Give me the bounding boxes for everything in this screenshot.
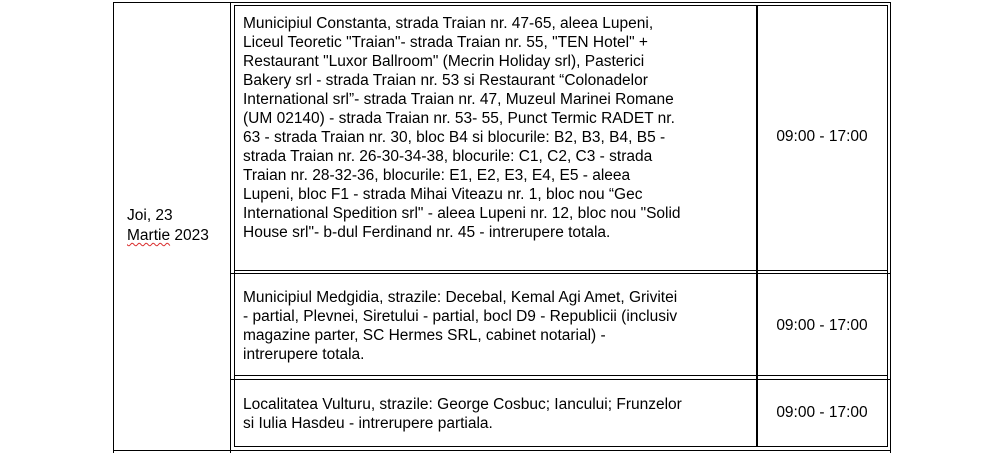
row-1-line: Lupeni, bloc F1 - strada Mihai Viteazu nr. 1, bloc nou “Gec xyxy=(243,186,643,203)
row-1-line: 63 - strada Traian nr. 30, bloc B4 si blocurile: B2, B3, B4, B5 - xyxy=(243,129,666,146)
date-month-year: Martie 2023 xyxy=(127,227,209,244)
row-1-line: strada Traian nr. 26-30-34-38, blocurile: C1, C2, C3 - strada xyxy=(243,148,653,165)
table-bottom-border xyxy=(113,450,230,451)
row-2-line: Municipiul Medgidia, strazile: Decebal, Kemal Agi Amet, Grivitei xyxy=(243,289,678,306)
table-bottom-border-right xyxy=(230,450,890,451)
row-1-bottom-border-2 xyxy=(230,273,890,274)
row-2-line: - partial, Plevnei, Siretului - partial, bocl D9 - Republicii (inclusiv xyxy=(243,308,678,325)
table-right-border-outer xyxy=(890,2,891,453)
table-left-border xyxy=(113,2,114,453)
row-3-bottom-border xyxy=(234,446,888,447)
row-1-line: Restaurant "Luxor Ballroom" (Mecrin Holiday srl), Pasterici xyxy=(243,53,645,70)
row-1-line: House srl"- b-dul Ferdinand nr. 45 - intrerupere totala. xyxy=(243,224,611,241)
date-column-divider-a xyxy=(230,2,231,453)
row-1-bottom-border xyxy=(234,270,888,271)
table-top-border-left xyxy=(113,2,230,3)
row-2-bottom-border-2 xyxy=(230,379,890,380)
row-2-line: magazine parter, SC Hermes SRL, cabinet notarial) - xyxy=(243,327,606,344)
row-1-line: (UM 02140) - strada Traian nr. 53- 55, Punct Termic RADET nr. xyxy=(243,110,675,127)
row-1-line: Municipiul Constanta, strada Traian nr. 47-65, aleea Lupeni, xyxy=(243,15,654,32)
row-3-line: si Iulia Hasdeu - intrerupere partiala. xyxy=(243,415,493,432)
outage-row-1-locations xyxy=(243,14,753,242)
date-month: Martie xyxy=(127,227,171,244)
row-1-line: International srl”- strada Traian nr. 47, Muzeul Marinei Romane xyxy=(243,91,674,108)
table-top-border-right xyxy=(230,2,890,3)
outage-row-1-schedule: 09:00 - 17:00 xyxy=(776,128,868,145)
outage-row-3-schedule: 09:00 - 17:00 xyxy=(776,404,868,421)
table-top-border-inner xyxy=(234,5,887,6)
row-1-line: International Spedition srl" - aleea Lupeni nr. 12, bloc nou "Solid xyxy=(243,205,681,222)
date-day: Joi, 23 xyxy=(127,207,173,224)
row-1-line: Traian nr. 28-32-36, blocurile: E1, E2, E3, E4, E5 - aleea xyxy=(243,167,631,184)
row-3-line: Localitatea Vulturu, strazile: George Cosbuc; Iancului; Frunzelor xyxy=(243,396,682,413)
outage-row-3-locations xyxy=(243,395,753,433)
row-1-line: Liceul Teoretic "Traian"- strada Traian nr. 55, "TEN Hotel" + xyxy=(243,34,648,51)
date-cell xyxy=(127,206,227,246)
row-1-line: Bakery srl - strada Traian nr. 53 si Restaurant “Colonadelor xyxy=(243,72,648,89)
row-2-bottom-border xyxy=(234,375,888,376)
row-2-line: intrerupere totala. xyxy=(243,346,365,363)
outage-row-2-locations xyxy=(243,288,753,364)
outage-row-2-schedule: 09:00 - 17:00 xyxy=(776,317,868,334)
